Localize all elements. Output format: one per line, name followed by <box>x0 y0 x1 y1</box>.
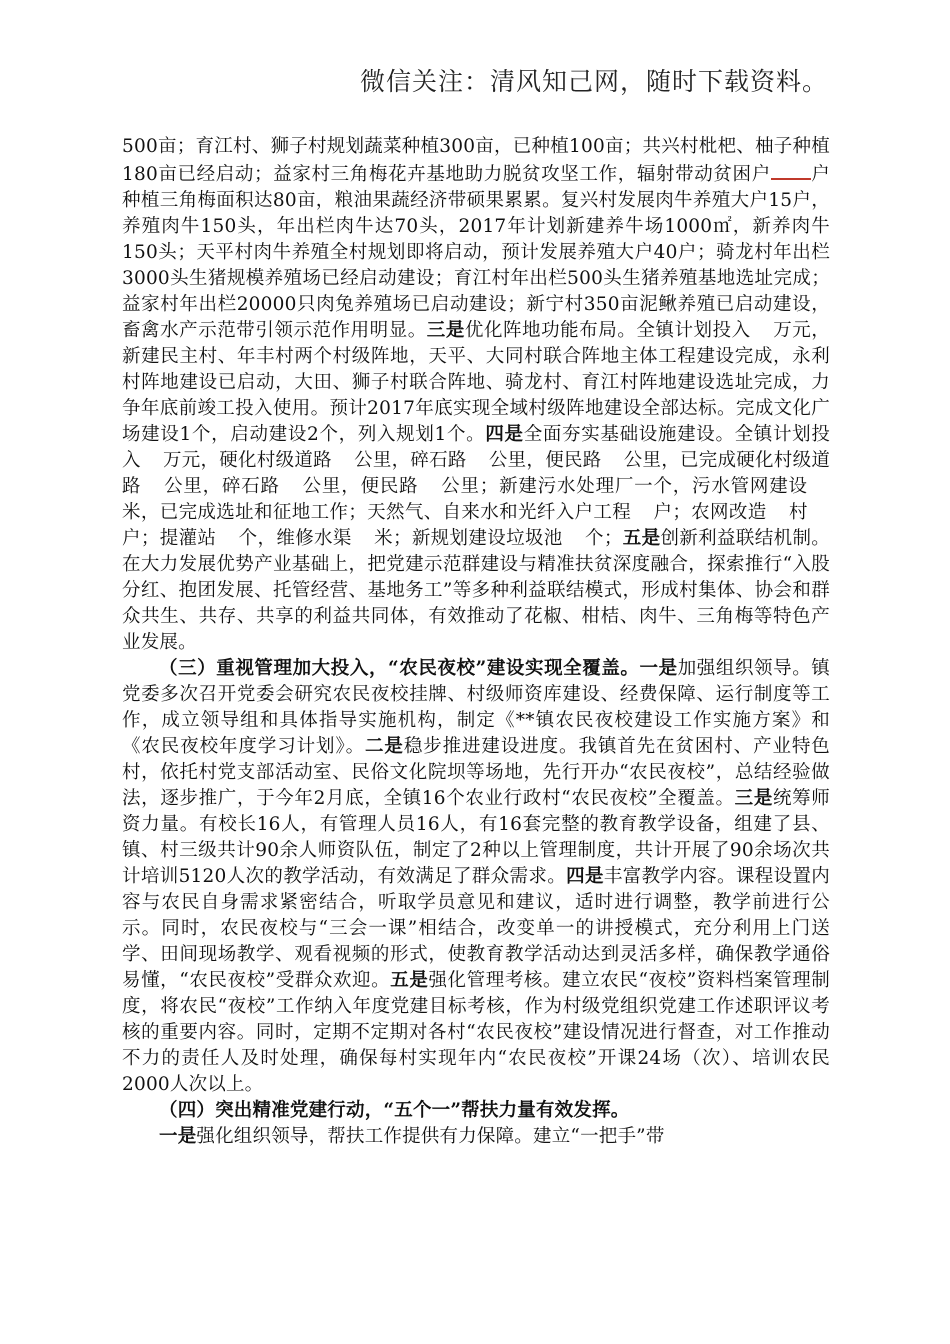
paragraph-text: 米；新规划建设垃圾池 <box>373 528 563 549</box>
bold-lead: 四是 <box>566 866 604 887</box>
paragraph-text: 户；农网改造 <box>653 502 767 523</box>
document-body <box>122 134 830 1150</box>
paragraph-text: 全面夯实基础设施建设。全镇计划投入 <box>122 424 831 471</box>
paragraph-text: 公里，已完成硬化村级道路 <box>122 450 831 497</box>
page-header-watermark: 微信关注：清风知己网，随时下载资料。 <box>359 67 828 96</box>
bold-lead: 五是 <box>622 528 661 549</box>
paragraph-text: 户；提灌站 <box>122 528 217 549</box>
section-4-heading-paragraph <box>122 1098 830 1124</box>
paragraph-text: 户种植三角梅面积达80亩，粮油果蔬经济带硕果累累。复兴村发展肉牛养殖大户15户，养殖肉牛150头，年出栏肉牛达70头，2017年计划新建养牛场1000㎡，新养肉牛150头；天平村肉牛养殖全村规划即将启动，预计发展养殖大户40户；骑龙村年出栏3000头生猪规模养殖场已经启动建设；育江村年出栏500头生猪养殖基地选址完成；益家村年出栏20000只肉兔养殖场已启动建设；新宁村350亩泥鳅养殖已启动建设，畜禽水产示范带引领示范作用明显。 <box>122 164 830 341</box>
paragraph-text: 万元，硬化村级道路 <box>162 450 332 471</box>
paragraph-text: 个，维修水渠 <box>238 528 352 549</box>
bold-lead: 一是 <box>159 1126 197 1147</box>
paragraph-text: 500亩；育江村、狮子村规划蔬菜种植300亩，已种植100亩；共兴村枇杷、柚子种植180亩已经启动；益家村三角梅花卉基地助力脱贫攻坚工作，辐射带动贫困户 <box>122 136 830 185</box>
bold-lead: 五是 <box>390 970 429 991</box>
paragraph-text: 米，已完成选址和征地工作；天然气、自来水和光纤入户工程 <box>122 502 632 523</box>
paragraph-text: 创新利益联结机制。在大力发展优势产业基础上，把党建示范群建设与精准扶贫深度融合，探索推行“入股分红、抱团发展、托管经营、基地务工”等多种利益联结模式，形成村集体、协会和群众共生、共存、共享的利益共同体，有效推动了花椒、柑桔、肉牛、三角梅等特色产业发展。 <box>122 528 830 653</box>
paragraph-text: 统筹师资力量。有校长16人，有管理人员16人，有16套完整的教育教学设备，组建了县、镇、村三级共计90余人师资队伍，制定了2种以上管理制度，共计开展了90余场次共计培训5120人次的教学活动，有效满足了群众需求。 <box>122 788 831 887</box>
section-heading: （四）突出精准党建行动，“五个一”帮扶力量有效发挥。 <box>159 1100 630 1121</box>
paragraph-text: 稳步推进建设进度。我镇首先在贫困村、产业特色村，依托村党支部活动室、民俗文化院坝等场地，先行开办“农民夜校”，总结经验做法，逐步推广，于今年2月底，全镇16个农业行政村“农民夜校”全覆盖。 <box>122 736 830 809</box>
bold-lead: 一是 <box>639 658 678 679</box>
section-heading: （三）重视管理加大投入，“农民夜校”建设实现全覆盖。 <box>159 658 640 679</box>
paragraph-text: 公里，碎石路 <box>163 476 280 497</box>
paragraph-text: 强化管理考核。建立农民“夜校”资料档案管理制度，将农民“夜校”工作纳入年度党建目标考核，作为村级党组织党建工作述职评议考核的重要内容。同时，定期不定期对各村“农民夜校”建设情况进行督查，对工作推动不力的责任人及时处理，确保每村实现年内“农民夜校”开课24场（次）、培训农民2000人次以上。 <box>122 970 830 1095</box>
paragraph-text: 加强组织领导。镇党委多次召开党委会研究农民夜校挂牌、村级师资库建设、经费保障、运行制度等工作，成立领导组和具体指导实施机构，制定《**镇农民夜校建设工作实施方案》和《农民夜校年度学习计划》。 <box>122 658 830 757</box>
paragraph-text: 丰富教学内容。课程设置内容与农民自身需求紧密结合，听取学员意见和建议，适时进行调整，教学前进行公示。同时，农民夜校与“三会一课”相结合，改变单一的讲授模式，充分利用上门送学、田间现场教学、观看视频的形式，使教育教学活动达到灵活多样，确保教学通俗易懂，“农民夜校”受群众欢迎。 <box>122 866 831 991</box>
paragraph-text: 个； <box>584 528 623 549</box>
section-4-paragraph <box>122 1124 830 1150</box>
paragraph-text: 强化组织领导，帮扶工作提供有力保障。建立“一把手”带 <box>196 1126 665 1147</box>
paragraph-text: 村 <box>788 502 808 523</box>
bold-lead: 二是 <box>365 736 404 757</box>
bold-lead: 三是 <box>426 320 465 341</box>
paragraph-text: 优化阵地功能布局。全镇计划投入 <box>464 320 751 341</box>
bold-lead: 四是 <box>485 424 524 445</box>
paragraph-continuation <box>122 134 830 656</box>
section-3-paragraph <box>122 656 830 1098</box>
paragraph-text: 公里；新建污水处理厂一个，污水管网建设 <box>440 476 808 497</box>
fill-in-blank <box>771 160 811 180</box>
paragraph-text: 公里，便民路 <box>302 476 419 497</box>
paragraph-text: 公里，便民路 <box>488 450 602 471</box>
bold-lead: 三是 <box>734 788 773 809</box>
paragraph-text: 万元，新建民主村、年丰村两个村级阵地，天平、大同村联合阵地主体工程建设完成，永利村阵地建设已启动，大田、狮子村联合阵地、骑龙村、育江村阵地建设选址完成，力争年底前竣工投入使用。预计2017年底实现全域村级阵地建设全部达标。完成文化广场建设1个，启动建设2个，列入规划1个。 <box>122 320 830 445</box>
paragraph-text: 公里，碎石路 <box>354 450 467 471</box>
